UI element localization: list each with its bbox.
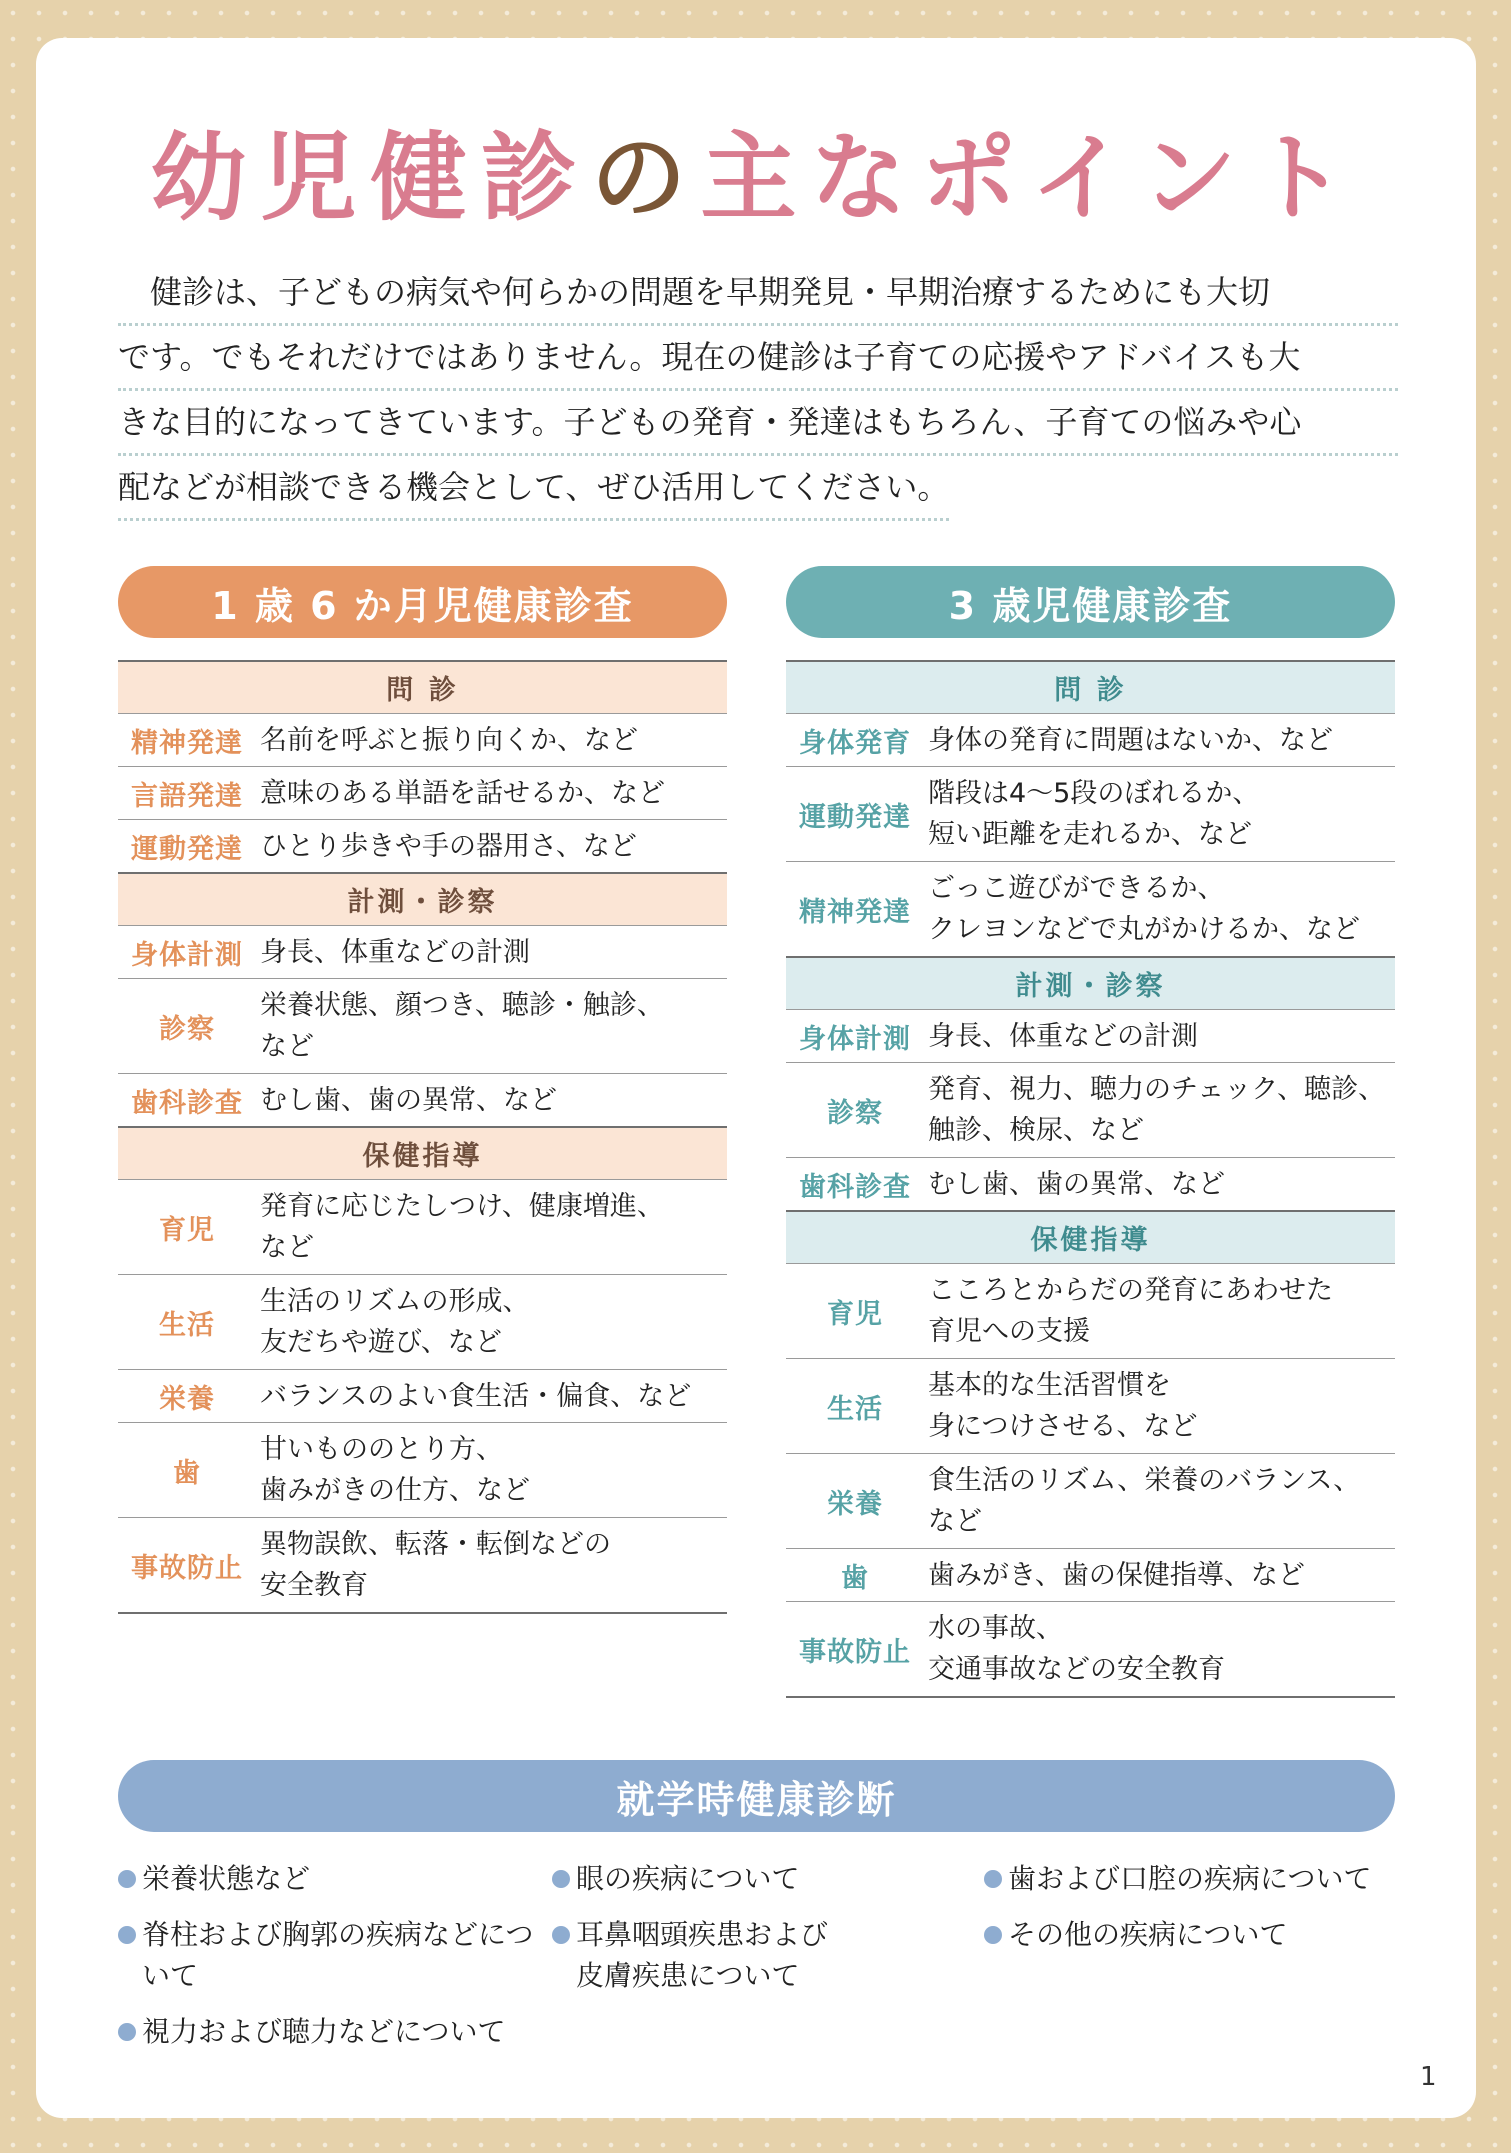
row-description: 階段は4～5段のぼれるか、 短い距離を走れるか、など <box>928 778 1260 850</box>
row-category: 栄養 <box>827 1488 883 1520</box>
table-row <box>786 713 1395 766</box>
table-row <box>118 1369 727 1422</box>
row-description: 発育に応じたしつけ、健康増進、 など <box>260 1191 664 1263</box>
row-description: 歯みがき、歯の保健指導、など <box>928 1559 1305 1591</box>
table-row <box>118 1179 727 1274</box>
table-row <box>118 1073 727 1126</box>
table-bottom-rule <box>786 1696 1395 1698</box>
table-row <box>786 1062 1395 1157</box>
exam-18m-table <box>118 660 727 1614</box>
intro-line: きな目的になってきています。子どもの発育・発達はもちろん、子育ての悩みや心 <box>118 391 1398 456</box>
table-row <box>118 1274 727 1369</box>
list-item: 眼の疾病について <box>552 1858 972 1899</box>
section-header: 計測・診察 <box>786 956 1395 1009</box>
row-description: 身体の発育に問題はないか、など <box>928 724 1333 756</box>
row-description: 異物誤飲、転落・転倒などの 安全教育 <box>260 1529 611 1601</box>
intro-line: 健診は、子どもの病気や何らかの問題を早期発見・早期治療するためにも大切 <box>118 261 1398 326</box>
row-description: 発育、視力、聴力のチェック、聴診、 触診、検尿、など <box>928 1074 1386 1146</box>
table-row <box>118 766 727 819</box>
section-header: 問 診 <box>786 660 1395 713</box>
table-row <box>786 1601 1395 1696</box>
row-category: 診察 <box>827 1097 883 1129</box>
list-item: 歯および口腔の疾病について <box>984 1858 1394 1899</box>
row-description: バランスのよい食生活・偏食、など <box>260 1380 692 1412</box>
row-category: 歯科診査 <box>131 1087 243 1119</box>
row-category: 診察 <box>159 1013 215 1045</box>
row-description: 意味のある単語を話せるか、など <box>260 777 665 809</box>
row-description: 身長、体重などの計測 <box>928 1020 1198 1052</box>
row-category: 身体発育 <box>799 727 911 759</box>
row-category: 歯 <box>841 1562 869 1594</box>
row-description: 名前を呼ぶと振り向くか、など <box>260 724 638 756</box>
row-description: むし歯、歯の異常、など <box>928 1168 1225 1200</box>
row-category: 言語発達 <box>131 780 243 812</box>
row-category: 運動発達 <box>131 833 243 865</box>
table-row <box>118 925 727 978</box>
row-category: 生活 <box>827 1393 883 1425</box>
section-header: 計測・診察 <box>118 872 727 925</box>
intro-line: です。でもそれだけではありません。現在の健診は子育ての応援やアドバイスも大 <box>118 326 1398 391</box>
table-row <box>118 1517 727 1612</box>
list-item: 脊柱および胸郭の疾病などについて <box>118 1914 538 1996</box>
row-description: 水の事故、 交通事故などの安全教育 <box>928 1613 1225 1685</box>
list-item: 耳鼻咽頭疾患および 皮膚疾患について <box>552 1914 972 1996</box>
row-category: 生活 <box>159 1309 215 1341</box>
row-category: 身体計測 <box>799 1023 911 1055</box>
list-item: 視力および聴力などについて <box>118 2011 538 2052</box>
row-description: こころとからだの発育にあわせた 育児への支援 <box>928 1275 1333 1347</box>
list-item: 栄養状態など <box>118 1858 538 1899</box>
table-row <box>786 1548 1395 1601</box>
table-row <box>786 1358 1395 1453</box>
table-row <box>786 1009 1395 1062</box>
row-description: 甘いもののとり方、 歯みがきの仕方、など <box>260 1434 530 1506</box>
row-description: 生活のリズムの形成、 友だちや遊び、など <box>260 1286 530 1358</box>
page-title <box>0 118 1511 238</box>
row-category: 栄養 <box>159 1383 215 1415</box>
row-category: 育児 <box>159 1214 215 1246</box>
table-row <box>118 713 727 766</box>
table-row <box>118 1422 727 1517</box>
row-description: 食生活のリズム、栄養のバランス、 など <box>928 1465 1361 1537</box>
school-exam-heading: 就学時健康診断 <box>118 1760 1395 1832</box>
row-category: 事故防止 <box>131 1552 243 1584</box>
title-part-3: 主なポイント <box>700 122 1361 234</box>
page-number: 1 <box>1420 2062 1437 2092</box>
row-category: 事故防止 <box>799 1636 911 1668</box>
intro-line: 配などが相談できる機会として、ぜひ活用してください。 <box>118 456 949 521</box>
table-row <box>786 766 1395 861</box>
exam-3y-heading: 3 歳児健康診査 <box>786 566 1395 638</box>
row-description: ごっこ遊びができるか、 クレヨンなどで丸がかけるか、など <box>928 873 1360 945</box>
row-category: 歯科診査 <box>799 1171 911 1203</box>
section-header: 問 診 <box>118 660 727 713</box>
table-row <box>786 1263 1395 1358</box>
row-description: 栄養状態、顔つき、聴診・触診、 など <box>260 990 664 1062</box>
list-item: その他の疾病について <box>984 1914 1394 1955</box>
title-part-2: の <box>590 122 701 234</box>
table-row <box>786 1453 1395 1548</box>
row-description: 基本的な生活習慣を 身につけさせる、など <box>928 1370 1198 1442</box>
school-exam-list <box>552 1858 972 2011</box>
table-row <box>118 978 727 1073</box>
table-row <box>786 861 1395 956</box>
row-description: ひとり歩きや手の器用さ、など <box>260 830 637 862</box>
row-category: 精神発達 <box>799 896 911 928</box>
row-category: 育児 <box>827 1298 883 1330</box>
table-row <box>118 819 727 872</box>
row-category: 精神発達 <box>131 727 243 759</box>
section-header: 保健指導 <box>118 1126 727 1179</box>
section-header: 保健指導 <box>786 1210 1395 1263</box>
exam-18m-heading: 1 歳 6 か月児健康診査 <box>118 566 727 638</box>
row-category: 運動発達 <box>799 801 911 833</box>
table-bottom-rule <box>118 1612 727 1614</box>
school-exam-list <box>984 1858 1394 1970</box>
intro-paragraph <box>118 261 1398 541</box>
row-category: 歯 <box>173 1457 201 1489</box>
row-category: 身体計測 <box>131 939 243 971</box>
row-description: むし歯、歯の異常、など <box>260 1084 557 1116</box>
title-part-1: 幼児健診 <box>150 122 591 234</box>
table-row <box>786 1157 1395 1210</box>
exam-3y-table <box>786 660 1395 1698</box>
row-description: 身長、体重などの計測 <box>260 936 530 968</box>
school-exam-list <box>118 1858 538 2067</box>
